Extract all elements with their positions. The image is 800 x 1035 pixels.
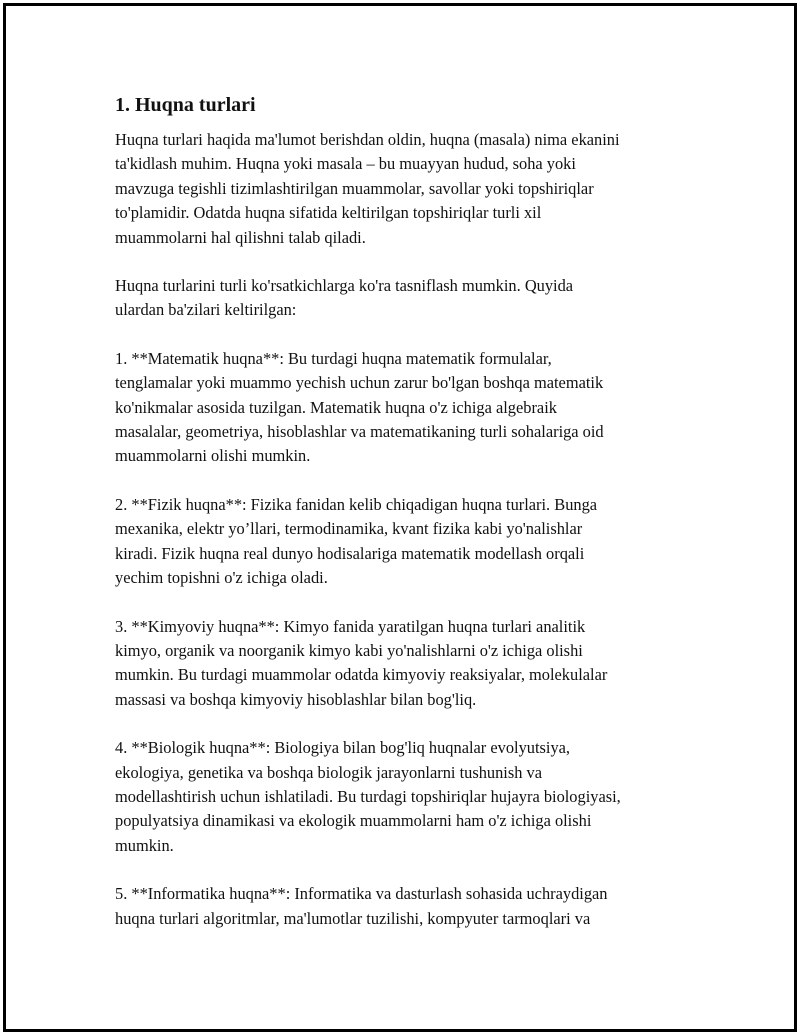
text-line: mumkin. bbox=[115, 835, 174, 855]
paragraph-item-5-informatika bbox=[115, 882, 695, 931]
text-line: Huqna turlarini turli ko'rsatkichlarga ko'ra tasniflash mumkin. Quyida bbox=[115, 276, 574, 296]
text-line: ko'nikmalar asosida tuzilgan. Matematik huqna o'z ichiga algebraik bbox=[115, 397, 557, 417]
text-line: muammolarni hal qilishni talab qiladi. bbox=[115, 227, 366, 247]
text-line: ta'kidlash muhim. Huqna yoki masala – bu muayyan hudud, soha yoki bbox=[115, 154, 576, 174]
text-line: yechim topishni o'z ichiga oladi. bbox=[115, 568, 328, 588]
text-line: modellashtirish uchun ishlatiladi. Bu turdagi topshiriqlar hujayra biologiyasi, bbox=[115, 786, 621, 806]
paragraph-item-2-fizik bbox=[115, 493, 695, 591]
text-line: 3. **Kimyoviy huqna**: Kimyo fanida yaratilgan huqna turlari analitik bbox=[115, 616, 586, 636]
text-line: muammolarni olishi mumkin. bbox=[115, 446, 311, 466]
text-line: 1. **Matematik huqna**: Bu turdagi huqna matematik formulalar, bbox=[115, 348, 552, 368]
document-body bbox=[115, 91, 695, 955]
text-line: ulardan ba'zilari keltirilgan: bbox=[115, 300, 297, 320]
text-line: kiradi. Fizik huqna real dunyo hodisalariga matematik modellash orqali bbox=[115, 543, 585, 563]
paragraph-item-1-matematik bbox=[115, 347, 695, 469]
text-line: huqna turlari algoritmlar, ma'lumotlar tuzilishi, kompyuter tarmoqlari va bbox=[115, 908, 591, 928]
text-line: to'plamidir. Odatda huqna sifatida keltirilgan topshiriqlar turli xil bbox=[115, 203, 542, 223]
text-line: kimyo, organik va noorganik kimyo kabi yo'nalishlarni o'z ichiga olishi bbox=[115, 640, 583, 660]
text-line: massasi va boshqa kimyoviy hisoblashlar bilan bog'liq. bbox=[115, 689, 477, 709]
text-line: 5. **Informatika huqna**: Informatika va dasturlash sohasida uchraydigan bbox=[115, 884, 608, 904]
text-line: mavzuga tegishli tizimlashtirilgan muammolar, savollar yoki topshiriqlar bbox=[115, 178, 594, 198]
paragraph-item-4-biologik bbox=[115, 736, 695, 858]
text-line: tenglamalar yoki muammo yechish uchun zarur bo'lgan boshqa matematik bbox=[115, 373, 604, 393]
text-line: populyatsiya dinamikasi va ekologik muammolarni ham o'z ichiga olishi bbox=[115, 811, 592, 831]
text-line: mexanika, elektr yo’llari, termodinamika, kvant fizika kabi yo'nalishlar bbox=[115, 519, 583, 539]
text-line: 4. **Biologik huqna**: Biologiya bilan bog'liq huqnalar evolyutsiya, bbox=[115, 738, 571, 758]
text-line: masalalar, geometriya, hisoblashlar va matematikaning turli sohalariga oid bbox=[115, 422, 604, 442]
text-line: mumkin. Bu turdagi muammolar odatda kimyoviy reaksiyalar, molekulalar bbox=[115, 665, 608, 685]
paragraph-intro bbox=[115, 128, 695, 250]
text-line: ekologiya, genetika va boshqa biologik jarayonlarni tushunish va bbox=[115, 762, 542, 782]
text-line: Huqna turlari haqida ma'lumot berishdan oldin, huqna (masala) nima ekanini bbox=[115, 130, 620, 149]
paragraph-classification bbox=[115, 274, 695, 323]
text-line: 2. **Fizik huqna**: Fizika fanidan kelib chiqadigan huqna turlari. Bunga bbox=[115, 494, 598, 514]
section-heading: 1. Huqna turlari bbox=[115, 94, 256, 116]
paragraph-item-3-kimyoviy bbox=[115, 615, 695, 713]
